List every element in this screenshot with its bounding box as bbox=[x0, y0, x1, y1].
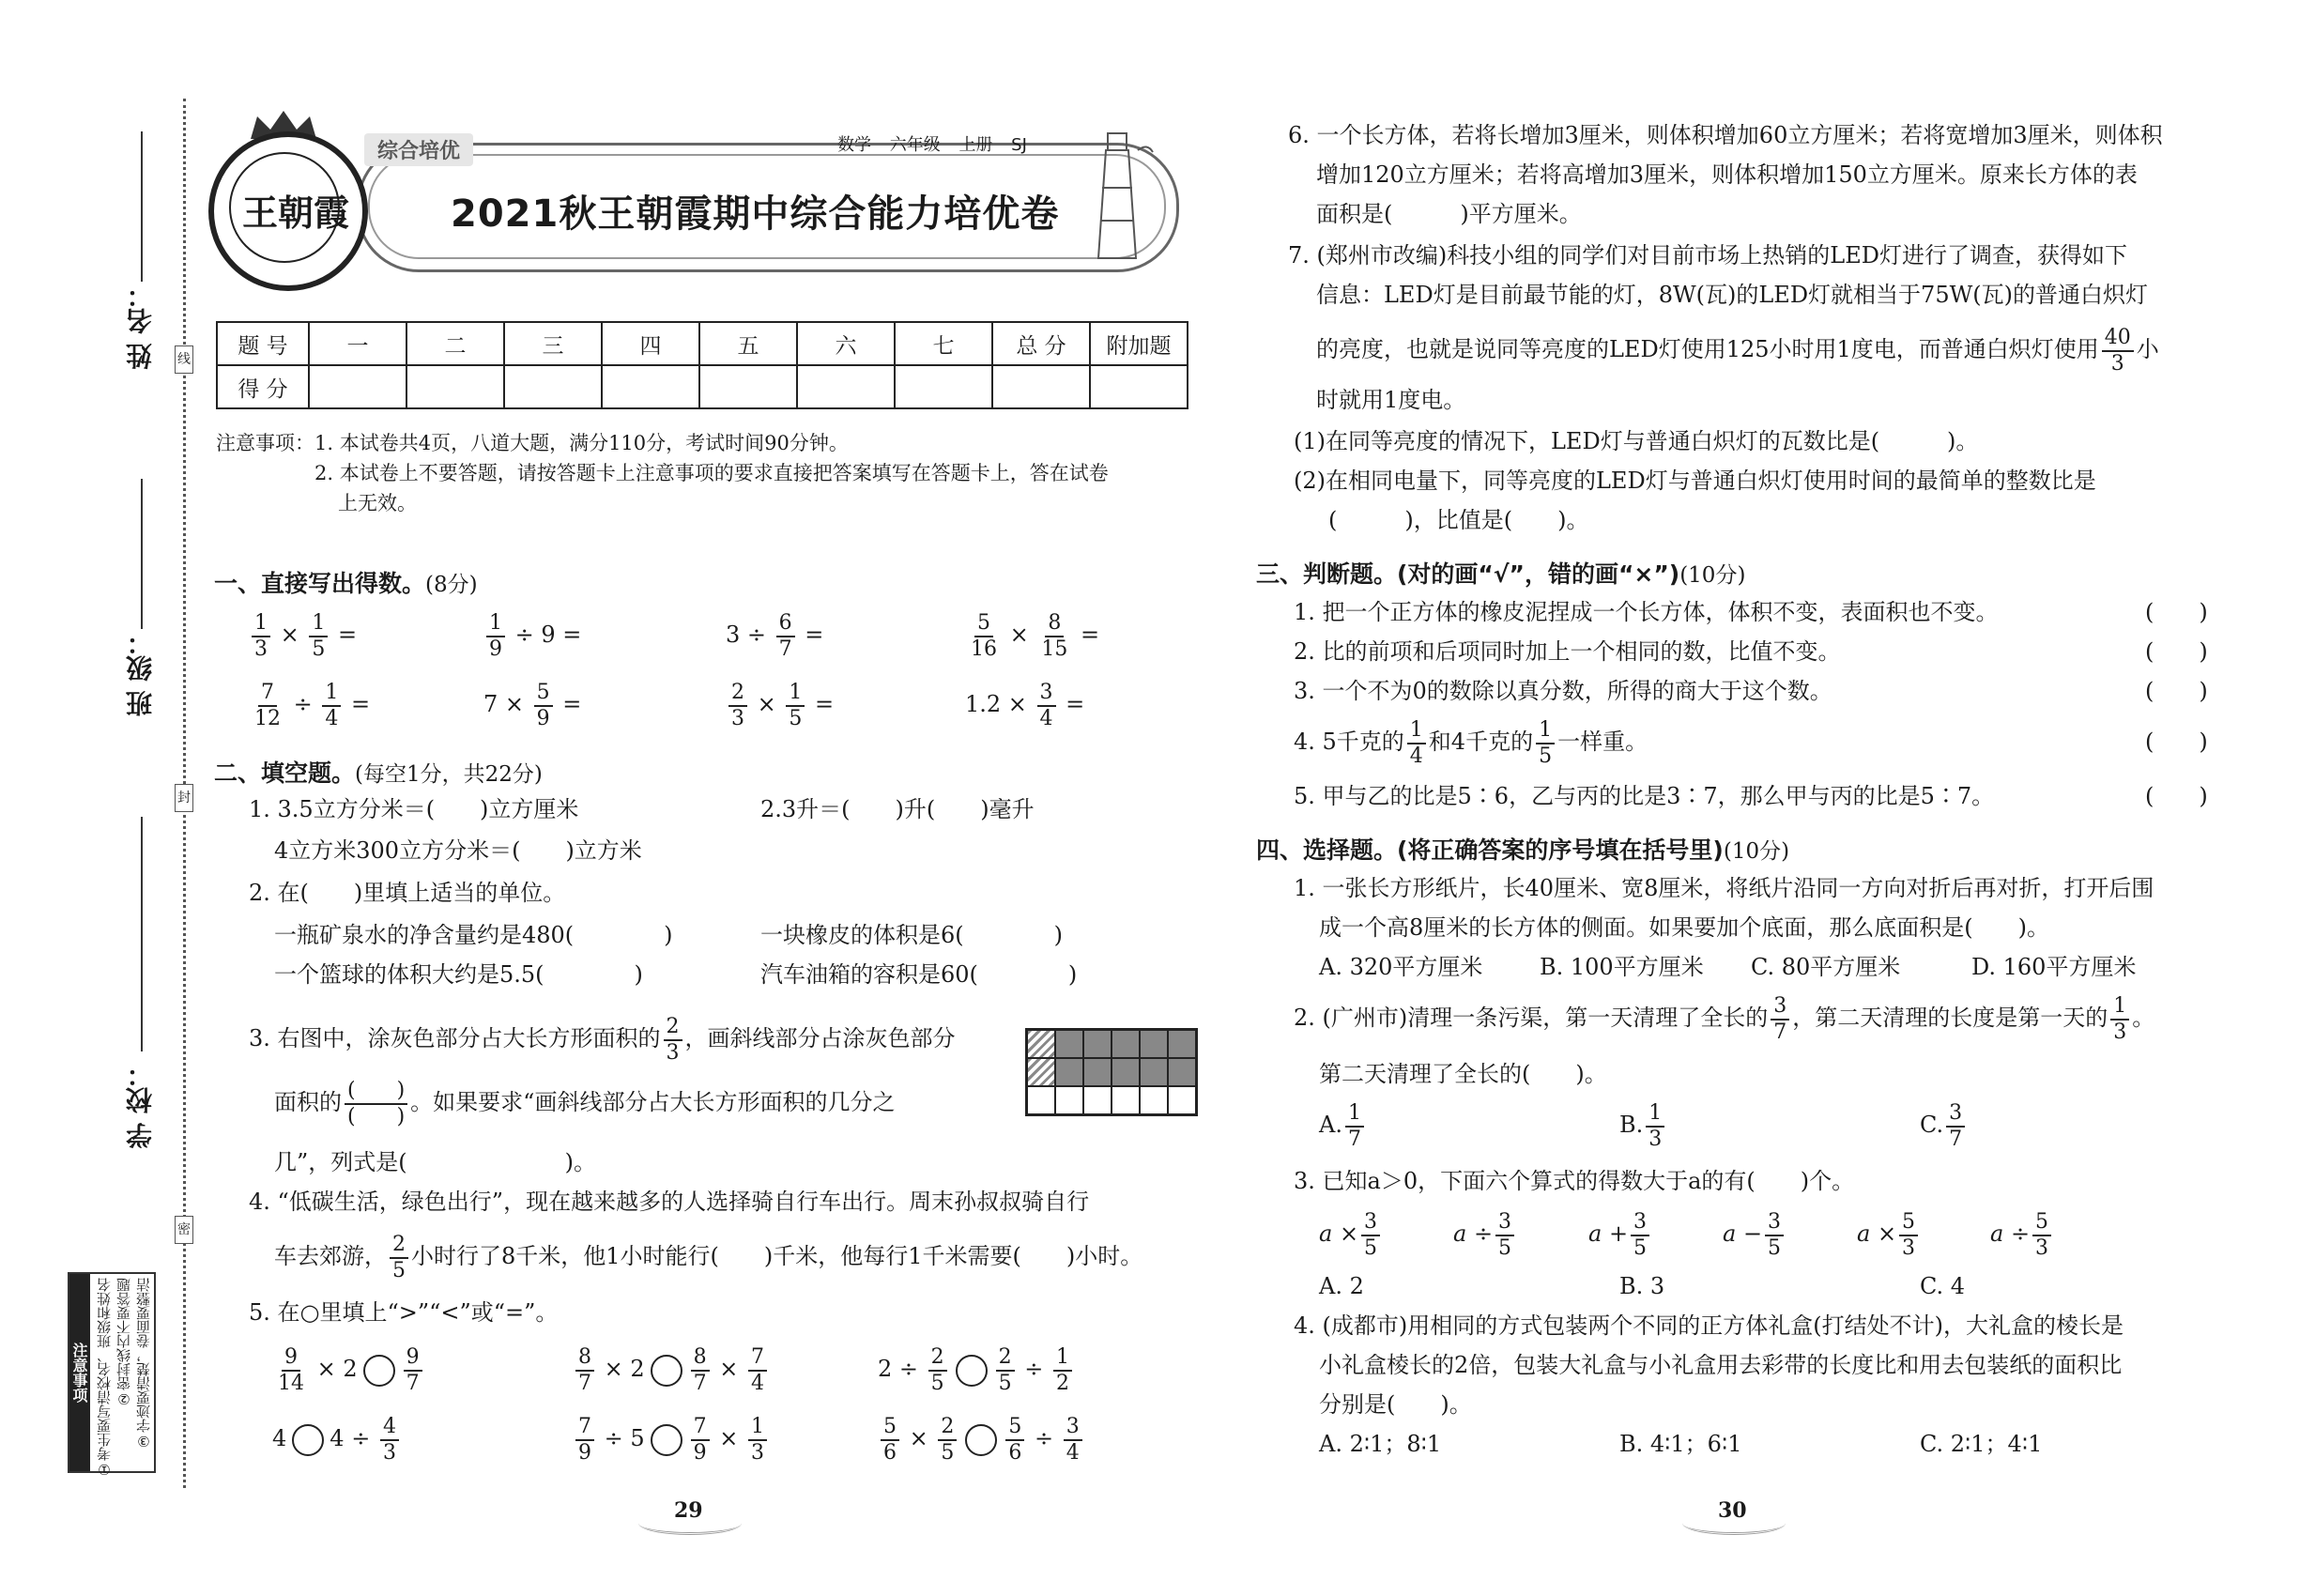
page-number-left: 29 bbox=[674, 1498, 703, 1523]
score-cell[interactable] bbox=[797, 365, 895, 408]
q2-2b: 一块橡皮的体积是6( ) bbox=[760, 922, 1063, 948]
choice-4b: 小礼盒棱长的2倍，包装大礼盒与小礼盒用去彩带的长度比和用去包装纸的面积比 bbox=[1319, 1352, 2123, 1378]
q2-7g: ( )，比值是( )。 bbox=[1328, 507, 1589, 533]
compare-item: $\frac{9}{14}$ × 2 $\frac{9}{7}$ bbox=[272, 1341, 425, 1397]
page-ornament-left bbox=[638, 1512, 742, 1535]
calc-item: 7 × $\frac{5}{9}$ = bbox=[483, 680, 582, 730]
calc-item: $\frac{7}{12}$ ÷ $\frac{1}{4}$ = bbox=[254, 680, 371, 730]
score-cell[interactable] bbox=[895, 365, 992, 408]
margin-note-3: ③字迹要清楚，卷面要整洁 bbox=[135, 1278, 152, 1450]
margin-notes-title: 注意事项 bbox=[69, 1274, 90, 1471]
margin-notes-box bbox=[68, 1272, 156, 1478]
grade-meta: 数学 六年级 上册 SJ bbox=[837, 135, 1027, 155]
lighthouse-icon bbox=[1080, 122, 1155, 263]
calc-item: $\frac{2}{3}$ × $\frac{1}{5}$ = bbox=[726, 676, 834, 732]
compare-item: $\frac{7}{9}$ ÷ 5 $\frac{7}{9}$ × $\frac{1}{3}$ bbox=[573, 1410, 770, 1466]
brand-logo-text: 王朝霞 bbox=[242, 192, 350, 234]
q2-2a: 一瓶矿泉水的净含量约是480( ) bbox=[274, 922, 673, 948]
score-header-cell: 二 bbox=[406, 322, 504, 365]
section-2-title-text: 二、填空题。 bbox=[214, 760, 356, 787]
judge-item-3: 3. 一个不为0的数除以真分数，所得的商大于这个数。 bbox=[1294, 678, 1832, 704]
score-header-cell: 附加题 bbox=[1090, 322, 1188, 365]
score-cell[interactable] bbox=[699, 365, 797, 408]
q2-3a: 3. 右图中，涂灰色部分占大长方形面积的 $\frac{2}{3}$ ，画斜线部分占涂灰色部分 bbox=[249, 1014, 956, 1065]
choice-2-option-a[interactable]: A. $\frac{1}{7}$ bbox=[1319, 1097, 1367, 1153]
judge-answer-3[interactable]: ( ) bbox=[2145, 678, 2208, 704]
seal-mark-feng: 封 bbox=[175, 784, 193, 812]
choice-1-option-a[interactable]: A. 320平方厘米 bbox=[1319, 954, 1483, 980]
q2-7a: 7. (郑州市改编)科技小组的同学们对目前市场上热销的LED灯进行了调查，获得如下 bbox=[1288, 242, 2127, 269]
section-2-title bbox=[214, 755, 543, 789]
compare-item: $\frac{8}{7}$ × 2 $\frac{8}{7}$ × $\frac{7}{4}$ bbox=[573, 1341, 770, 1397]
class-field[interactable] bbox=[141, 479, 143, 629]
choice-1-option-c[interactable]: C. 80平方厘米 bbox=[1751, 954, 1901, 980]
score-header-cell: 一 bbox=[309, 322, 406, 365]
score-cell[interactable] bbox=[406, 365, 504, 408]
score-cell[interactable] bbox=[309, 365, 406, 408]
score-header-cell: 五 bbox=[699, 322, 797, 365]
choice-3-expr: a + $\frac{3}{5}$ bbox=[1588, 1205, 1652, 1262]
score-header-cell: 三 bbox=[504, 322, 602, 365]
score-header-cell: 七 bbox=[895, 322, 992, 365]
choice-3-expr: a − $\frac{3}{5}$ bbox=[1723, 1205, 1786, 1262]
judge-answer-5[interactable]: ( ) bbox=[2145, 783, 2208, 809]
q2-2d: 汽车油箱的容积是60( ) bbox=[760, 961, 1078, 988]
q2-4b: 车去郊游， $\frac{2}{5}$ 小时行了8千米，他1小时能行( )千米，他每行1千米需要( )小时。 bbox=[274, 1232, 1143, 1282]
choice-2-option-c[interactable]: C. $\frac{3}{7}$ bbox=[1920, 1097, 1968, 1153]
section-4-title bbox=[1256, 832, 1789, 866]
score-row-label: 得 分 bbox=[217, 365, 309, 408]
q2-5: 5. 在○里填上“>”“<”或“=”。 bbox=[249, 1299, 559, 1326]
q2-3c: 几”，列式是( )。 bbox=[274, 1149, 596, 1175]
notice-line-1: 1. 本试卷共4页，八道大题，满分110分，考试时间90分钟。 bbox=[314, 432, 849, 454]
score-cell[interactable] bbox=[1090, 365, 1188, 408]
compare-item: $\frac{5}{6}$ × $\frac{2}{5}$ $\frac{5}{6}$ ÷ $\frac{3}{4}$ bbox=[878, 1410, 1085, 1466]
compare-item: 4 4 ÷ $\frac{4}{3}$ bbox=[272, 1410, 402, 1466]
q2-2: 2. 在( )里填上适当的单位。 bbox=[249, 880, 566, 906]
score-header-cell: 四 bbox=[602, 322, 699, 365]
section-1-title-text: 一、直接写出得数。 bbox=[214, 570, 426, 597]
section-1-points: (8分) bbox=[425, 573, 478, 597]
score-cell[interactable] bbox=[992, 365, 1090, 408]
score-table-score-row bbox=[217, 365, 1188, 408]
section-3-points: (10分) bbox=[1679, 563, 1746, 588]
choice-1-option-d[interactable]: D. 160平方厘米 bbox=[1971, 954, 2137, 980]
judge-item-4: 4. 5千克的 $\frac{1}{4}$ 和4千克的 $\frac{1}{5}$ 一样重。 bbox=[1294, 717, 1648, 768]
choice-1a: 1. 一张长方形纸片，长40厘米、宽8厘米，将纸片沿同一方向对折后再对折，打开后围 bbox=[1294, 875, 2154, 901]
judge-item-2: 2. 比的前项和后项同时加上一个相同的数，比值不变。 bbox=[1294, 638, 1841, 665]
calc-item: 3 ÷ $\frac{6}{7}$ = bbox=[726, 610, 824, 661]
section-4-title-text: 四、选择题。(将正确答案的序号填在括号里) bbox=[1256, 836, 1724, 864]
notice-line-3: 上无效。 bbox=[338, 492, 417, 514]
judge-answer-1[interactable]: ( ) bbox=[2145, 599, 2208, 625]
class-label: 班 级： bbox=[125, 629, 156, 717]
compare-circle[interactable] bbox=[651, 1355, 682, 1387]
notice-label: 注意事项： bbox=[216, 432, 314, 454]
choice-1b: 成一个高8厘米的长方体的侧面。如果要加个底面，那么底面积是( )。 bbox=[1319, 914, 2049, 941]
page-ornament-right bbox=[1682, 1512, 1786, 1535]
seal-mark-mi: 密 bbox=[175, 1216, 193, 1244]
choice-4a: 4. (成都市)用相同的方式包装两个不同的正方体礼盒(打结处不计)，大礼盒的棱长是 bbox=[1294, 1312, 2124, 1339]
score-cell[interactable] bbox=[504, 365, 602, 408]
q2-7c: 的亮度，也就是说同等亮度的LED灯使用125小时用1度电，而普通白炽灯使用 $\frac{40}{3}$ 小 bbox=[1316, 325, 2159, 376]
section-4-points: (10分) bbox=[1723, 839, 1790, 864]
score-table bbox=[216, 321, 1188, 409]
section-2-points: (每空1分，共22分) bbox=[355, 762, 543, 787]
score-header-cell: 六 bbox=[797, 322, 895, 365]
choice-2b: 第二天清理了全长的( )。 bbox=[1319, 1061, 1607, 1087]
compare-circle[interactable] bbox=[292, 1424, 324, 1456]
category-tag: 综合培优 bbox=[364, 133, 473, 166]
section-1-title bbox=[214, 565, 478, 599]
choice-4c: 分别是( )。 bbox=[1319, 1391, 1472, 1418]
choice-3-expr: a × $\frac{5}{3}$ bbox=[1857, 1205, 1921, 1262]
q2-7b: 信息：LED灯是目前最节能的灯，8W(瓦)的LED灯就相当于75W(瓦)的普通白炽灯 bbox=[1316, 282, 2148, 308]
q2-2c: 一个篮球的体积大约是5.5( ) bbox=[274, 961, 643, 988]
choice-3-expr: a × $\frac{3}{5}$ bbox=[1319, 1205, 1383, 1262]
judge-answer-2[interactable]: ( ) bbox=[2145, 638, 2208, 665]
q2-7f: (2)在相同电量下，同等亮度的LED灯与普通白炽灯使用时间的最简单的整数比是 bbox=[1294, 468, 2096, 494]
q2-1c: 4立方米300立方分米＝( )立方米 bbox=[274, 837, 642, 864]
calc-item: $\frac{1}{9}$ ÷ 9 = bbox=[483, 606, 581, 663]
school-label: 学 校： bbox=[125, 1061, 156, 1149]
section-3-title-text: 三、判断题。(对的画“√”，错的画“×”) bbox=[1256, 560, 1680, 588]
margin-note-1: ①考生要写清校名、班级和姓名 bbox=[96, 1278, 113, 1478]
choice-2a: 2. (广州市)清理一条污渠，第一天清理了全长的 $\frac{3}{7}$ ，第二天清理的长度是第一天的 $\frac{1}{3}$ 。 bbox=[1294, 993, 2155, 1044]
page-title: 2021秋王朝霞期中综合能力培优卷 bbox=[451, 192, 1060, 236]
seal-mark-xian: 线 bbox=[175, 345, 193, 374]
judge-answer-4[interactable]: ( ) bbox=[2145, 729, 2208, 755]
choice-4-option-a[interactable]: A. 2∶1；8∶1 bbox=[1319, 1431, 1442, 1457]
compare-circle[interactable] bbox=[363, 1355, 395, 1387]
choice-2-option-b[interactable]: B. $\frac{1}{3}$ bbox=[1619, 1097, 1667, 1153]
compare-circle[interactable] bbox=[965, 1424, 997, 1456]
q2-7e: (1)在同等亮度的情况下，LED灯与普通白炽灯的瓦数比是( )。 bbox=[1294, 428, 1979, 454]
q2-1a: 1. 3.5立方分米＝( )立方厘米 bbox=[249, 796, 579, 822]
choice-3a: 3. 已知a＞0，下面六个算式的得数大于a的有( )个。 bbox=[1294, 1168, 1855, 1194]
q2-4a: 4. “低碳生活，绿色出行”，现在越来越多的人选择骑自行车出行。周末孙叔叔骑自行 bbox=[249, 1189, 1090, 1215]
choice-3-option-b[interactable]: B. 3 bbox=[1619, 1273, 1665, 1299]
judge-item-5: 5. 甲与乙的比是5∶6，乙与丙的比是3∶7，那么甲与丙的比是5∶7。 bbox=[1294, 783, 1995, 809]
q2-7d: 时就用1度电。 bbox=[1316, 387, 1466, 413]
calc-item: $\frac{5}{16}$ × $\frac{8}{15}$ = bbox=[971, 610, 1100, 661]
page-number-right: 30 bbox=[1718, 1498, 1747, 1523]
choice-3-option-a[interactable]: A. 2 bbox=[1319, 1273, 1364, 1299]
choice-3-expr: a ÷ $\frac{5}{3}$ bbox=[1990, 1205, 2054, 1262]
margin-note-2: ②密封线内不要答题 bbox=[115, 1278, 132, 1407]
calc-item: $\frac{1}{3}$ × $\frac{1}{5}$ = bbox=[249, 606, 357, 663]
score-header-cell: 题 号 bbox=[217, 322, 309, 365]
q2-6a: 6. 一个长方体，若将长增加3厘米，则体积增加60立方厘米；若将宽增加3厘米，则体积 bbox=[1288, 122, 2163, 148]
school-field[interactable] bbox=[141, 817, 143, 1051]
score-header-cell: 总 分 bbox=[992, 322, 1090, 365]
q2-3b: 面积的 $\frac{( )}{( )}$ 。如果要求“画斜线部分占大长方形面积的几分之 bbox=[274, 1078, 896, 1128]
name-field[interactable] bbox=[141, 131, 143, 282]
compare-circle[interactable] bbox=[651, 1424, 682, 1456]
shaded-grid-figure bbox=[1025, 1028, 1198, 1116]
q2-1b: 2.3升＝( )升( )毫升 bbox=[760, 796, 1035, 822]
notice-line-2: 2. 本试卷上不要答题，请按答题卡上注意事项的要求直接把答案填写在答题卡上，答在试卷 bbox=[314, 462, 1109, 484]
choice-4-option-b[interactable]: B. 4∶1；6∶1 bbox=[1619, 1431, 1742, 1457]
choice-4-option-c[interactable]: C. 2∶1；4∶1 bbox=[1920, 1431, 2043, 1457]
judge-item-1: 1. 把一个正方体的橡皮泥捏成一个长方体，体积不变，表面积也不变。 bbox=[1294, 599, 1999, 625]
q2-6b: 增加120立方厘米；若将高增加3厘米，则体积增加150立方厘米。原来长方体的表 bbox=[1316, 161, 2138, 188]
q2-6c: 面积是( )平方厘米。 bbox=[1316, 201, 1582, 227]
name-label: 姓 名： bbox=[125, 282, 156, 370]
score-table-header-row bbox=[217, 322, 1188, 365]
choice-1-option-b[interactable]: B. 100平方厘米 bbox=[1540, 954, 1704, 980]
compare-item: 2 ÷ $\frac{2}{5}$ $\frac{2}{5}$ ÷ $\frac{1}{2}$ bbox=[878, 1341, 1075, 1397]
compare-circle[interactable] bbox=[956, 1355, 988, 1387]
choice-3-expr: a ÷ $\frac{3}{5}$ bbox=[1453, 1205, 1517, 1262]
choice-3-option-c[interactable]: C. 4 bbox=[1920, 1273, 1966, 1299]
section-3-title bbox=[1256, 556, 1745, 590]
score-cell[interactable] bbox=[602, 365, 699, 408]
calc-item: 1.2 × $\frac{3}{4}$ = bbox=[965, 680, 1085, 730]
